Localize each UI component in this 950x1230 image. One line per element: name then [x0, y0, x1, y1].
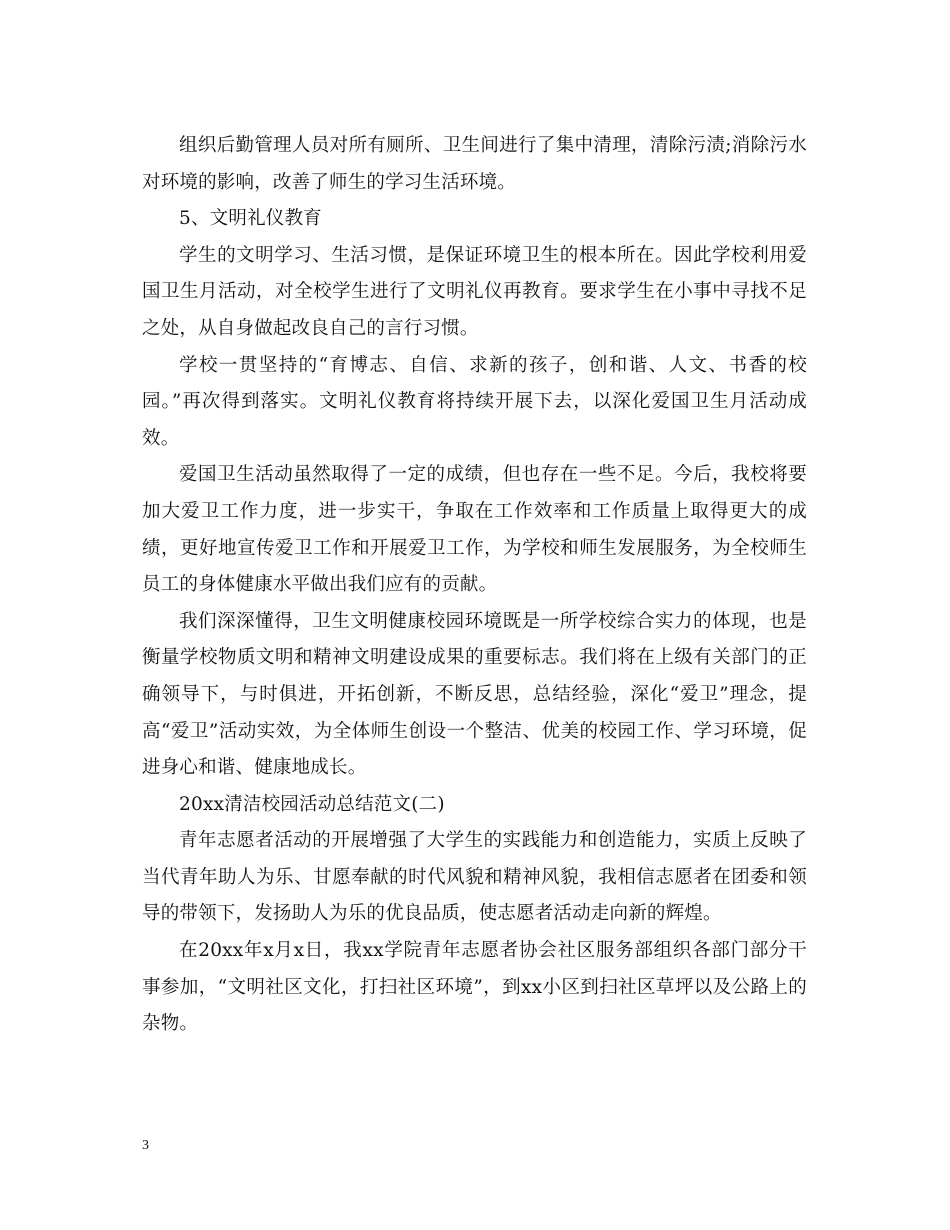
page-number: 3 — [142, 1138, 149, 1153]
paragraph-future-plans: 爱国卫生活动虽然取得了一定的成绩，但也存在一些不足。今后，我校将要加大爱卫工作力度，进一步实干，争取在工作效率和工作质量上取得更大的成绩，更好地宣传爱卫工作和开展爱卫工作，为学校和师生发展服务，为全校师生员工的身体健康水平做出我们应有的贡献。 — [142, 464, 807, 596]
paragraph-volunteer-activities: 青年志愿者活动的开展增强了大学生的实践能力和创造能力，实质上反映了当代青年助人为乐、甘愿奉献的时代风貌和精神风貌，我相信志愿者在团委和领导的带领下，发扬助人为乐的优良品质，使志愿者活动走向新的辉煌。 — [142, 830, 807, 925]
section-heading-summary-two: 20xx清洁校园活动总结范文(二) — [179, 793, 445, 815]
section-heading-etiquette-education: 5、文明礼仪教育 — [179, 208, 322, 230]
document-body — [142, 128, 807, 1043]
paragraph-campus-environment: 我们深深懂得，卫生文明健康校园环境既是一所学校综合实力的体现，也是衡量学校物质文明和精神文明建设成果的重要标志。我们将在上级有关部门的正确领导下，与时俱进，开拓创新，不断反思，总结经验，深化“爱卫”理念，提高“爱卫”活动实效，为全体师生创设一个整洁、优美的校园工作、学习环境，促进身心和谐、健康地成长。 — [142, 610, 807, 779]
paragraph-community-cleanup: 在20xx年x月x日，我xx学院青年志愿者协会社区服务部组织各部门部分干事参加，“文明社区文化，打扫社区环境”，到xx小区到扫社区草坪以及公路上的杂物。 — [142, 940, 807, 1035]
paragraph-cleaning-toilets: 组织后勤管理人员对所有厕所、卫生间进行了集中清理，清除污渍;消除污水对环境的影响，改善了师生的学习生活环境。 — [142, 135, 807, 193]
paragraph-school-motto: 学校一贯坚持的“育博志、自信、求新的孩子，创和谐、人文、书香的校园。”再次得到落实。文明礼仪教育将持续开展下去，以深化爱国卫生月活动成效。 — [142, 354, 807, 449]
paragraph-student-habits: 学生的文明学习、生活习惯，是保证环境卫生的根本所在。因此学校利用爱国卫生月活动，对全校学生进行了文明礼仪再教育。要求学生在小事中寻找不足之处，从自身做起改良自己的言行习惯。 — [142, 244, 807, 339]
